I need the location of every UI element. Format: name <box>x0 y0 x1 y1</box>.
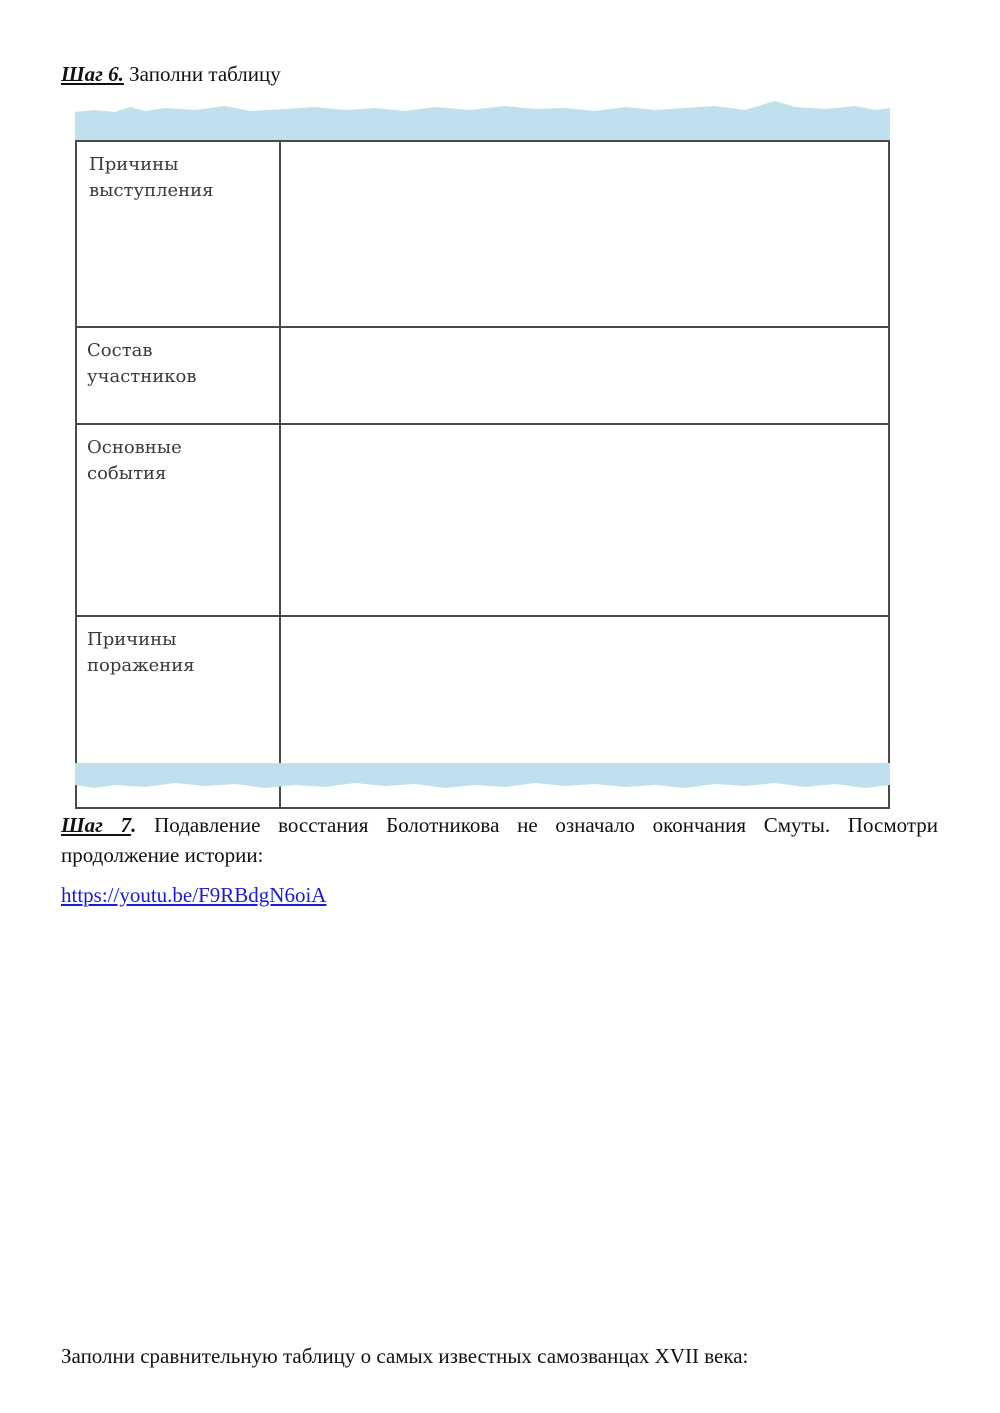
table-row-causes <box>76 141 889 327</box>
row-label-participants: Состав участников <box>76 327 280 424</box>
comparison-prompt: Заполни сравнительную таблицу о самых известных самозванцах XVII века: <box>61 1344 749 1368</box>
youtube-link[interactable]: https://youtu.be/F9RBdgN6oiA <box>61 883 327 907</box>
row-answer-participants[interactable] <box>280 327 889 424</box>
step-7-label-suffix: . <box>131 813 137 837</box>
row-label-defeat: Причины поражения <box>76 616 280 808</box>
table-top-banner <box>75 98 890 140</box>
row-answer-causes[interactable] <box>280 141 889 327</box>
row-label-events: Основные события <box>76 424 280 616</box>
table-bottom-banner <box>75 763 890 793</box>
uprising-table <box>75 140 890 809</box>
step-6-heading <box>61 60 281 88</box>
step-6-text: Заполни таблицу <box>123 62 281 86</box>
step-7-paragraph <box>61 810 938 870</box>
row-answer-events[interactable] <box>280 424 889 616</box>
table-row-events <box>76 424 889 616</box>
step-6-label: Шаг 6. <box>61 62 124 86</box>
table-row-participants <box>76 327 889 424</box>
banner-bottom-shape <box>75 763 890 788</box>
banner-top-shape <box>75 101 890 140</box>
step-7-text: Подавление восстания Болотникова не означало окончания Смуты. Посмотри продолжение истории: <box>61 813 938 867</box>
step-7-label: Шаг 7 <box>61 813 132 837</box>
row-label-causes: Причины выступления <box>76 141 280 327</box>
